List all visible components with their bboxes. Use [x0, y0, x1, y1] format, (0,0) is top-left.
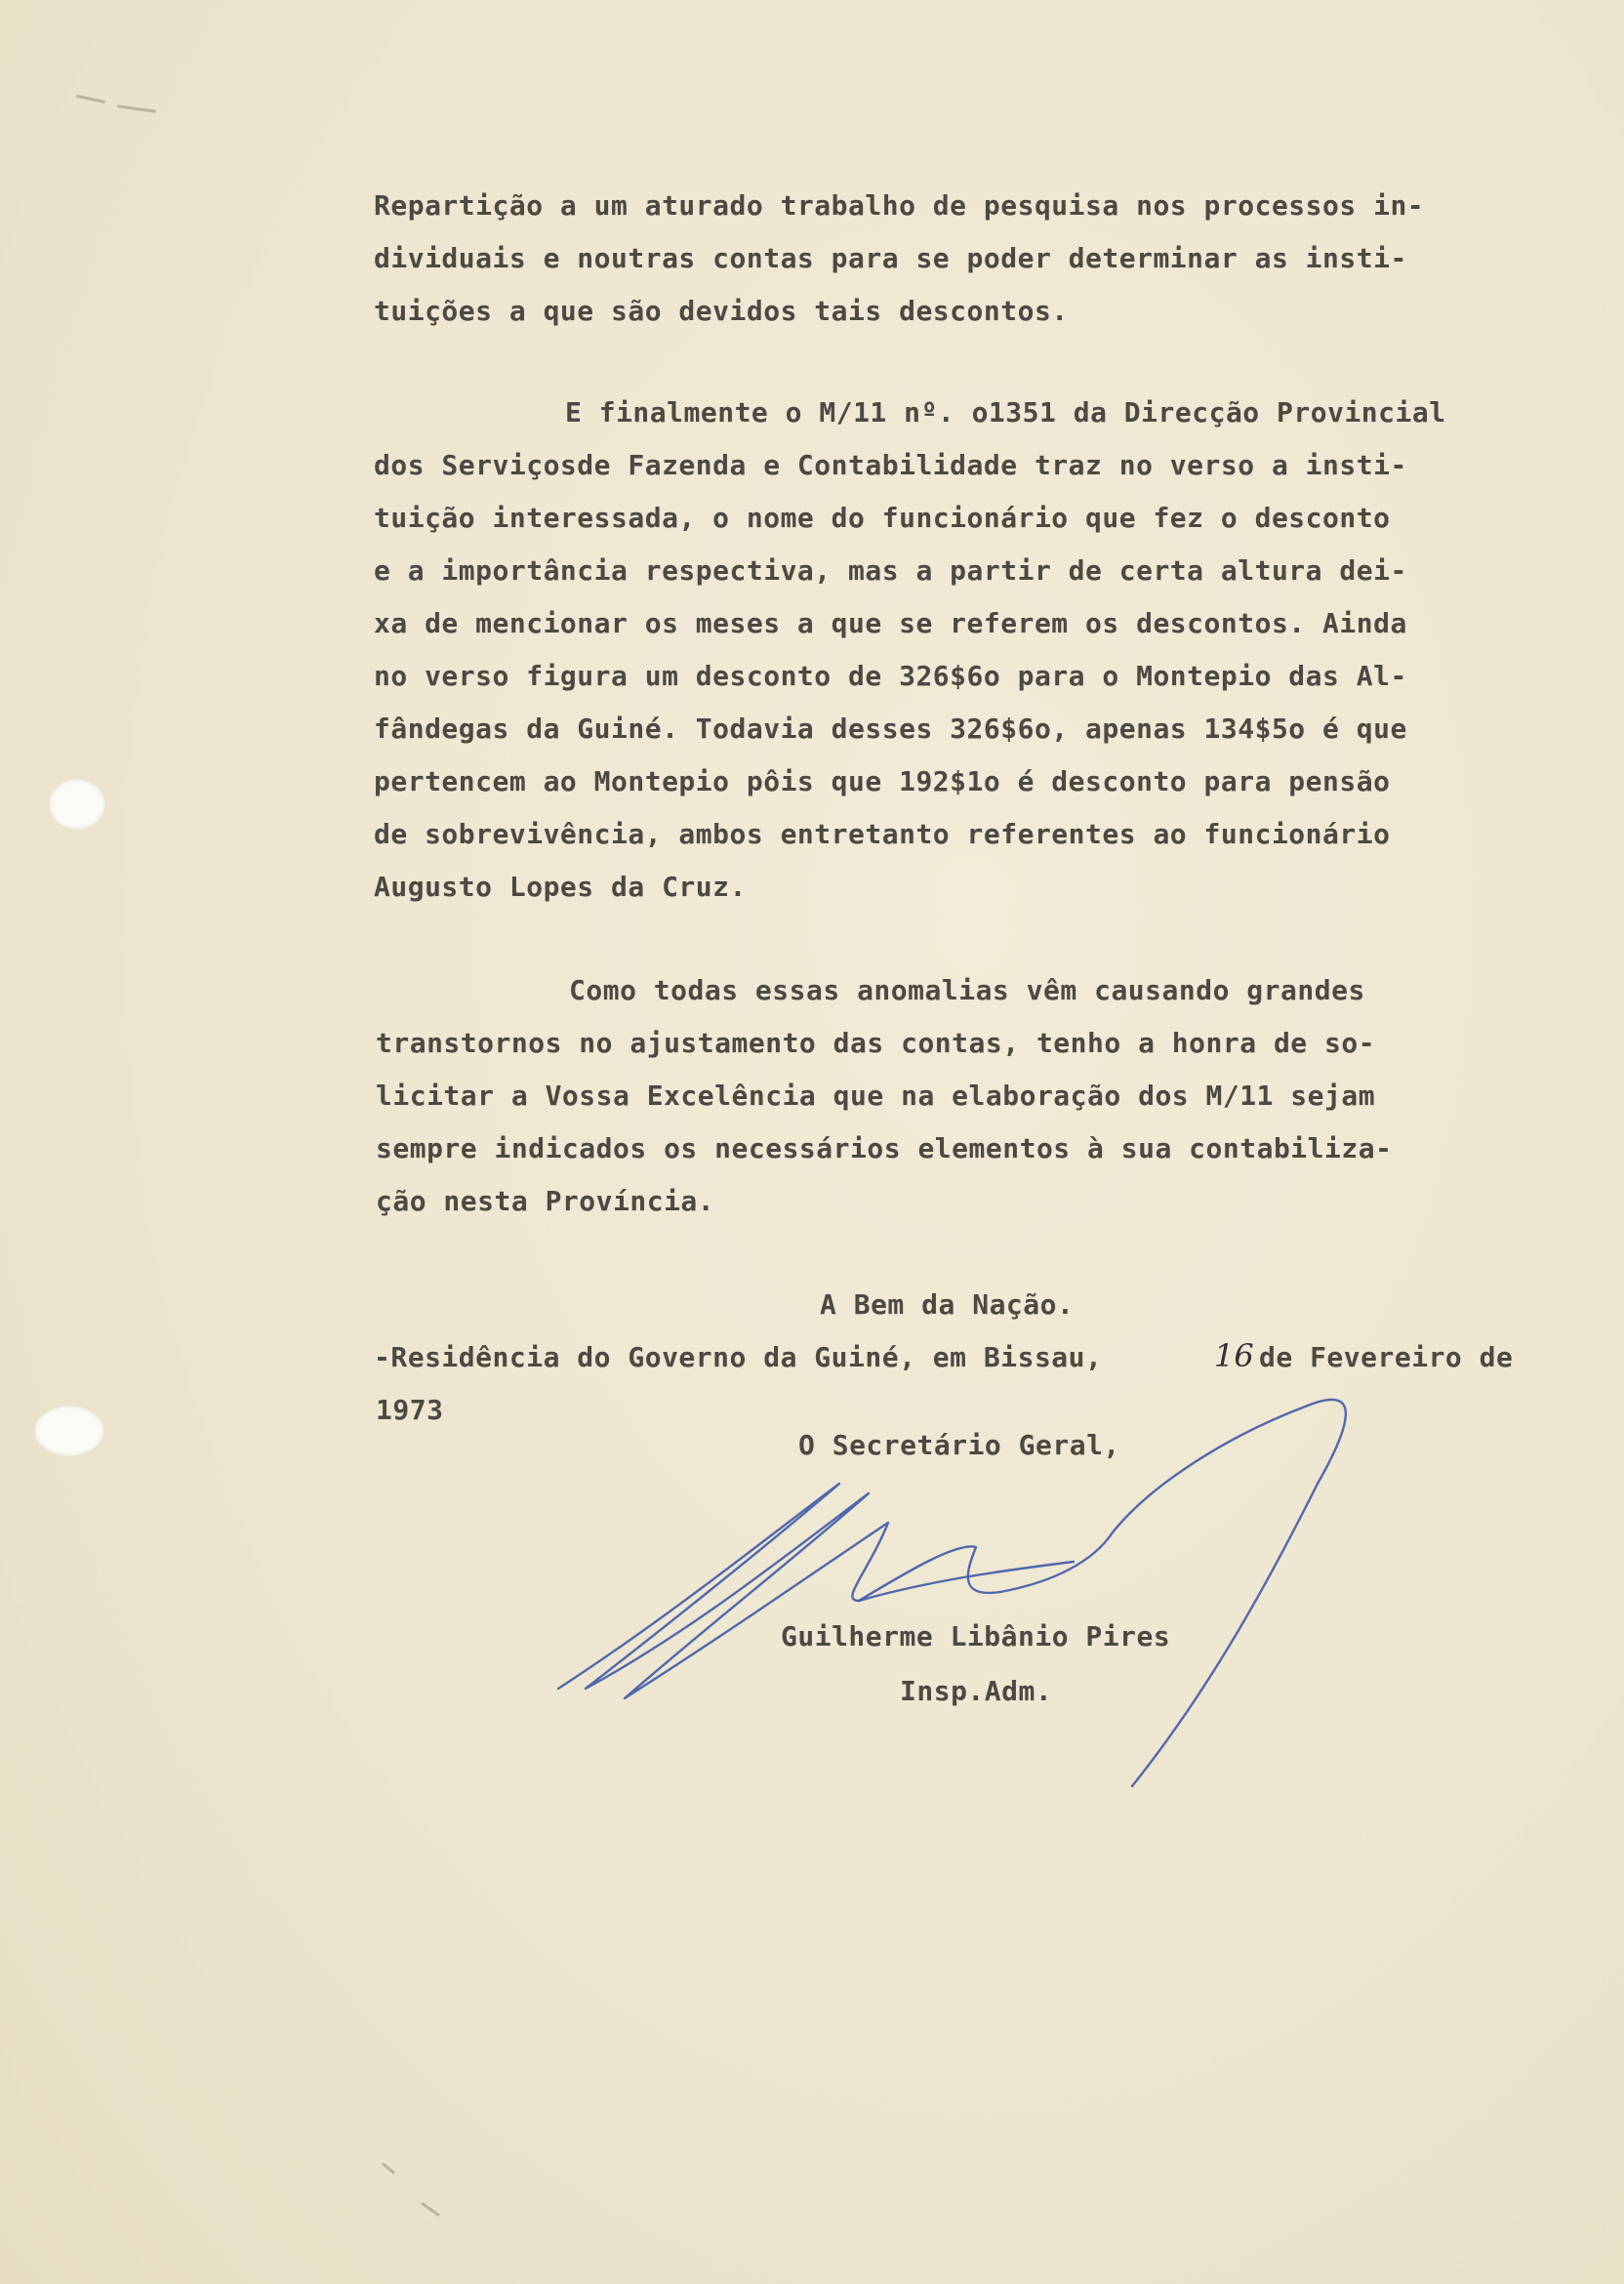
- paragraph1-line: dividuais e noutras contas para se poder determinar as insti-: [374, 242, 1407, 274]
- signatory-name: Guilherme Libânio Pires: [781, 1620, 1171, 1652]
- paragraph2-line: Augusto Lopes da Cruz.: [374, 871, 747, 903]
- date-year: 1973: [376, 1394, 444, 1426]
- paper-mark: [382, 2162, 395, 2175]
- paper-mark: [421, 2202, 440, 2217]
- place-date-suffix: de Fevereiro de: [1259, 1341, 1514, 1373]
- paragraph2-line: tuição interessada, o nome do funcionário que fez o desconto: [374, 502, 1391, 534]
- handwritten-day: 16: [1214, 1337, 1254, 1374]
- place-date-line: -Residência do Governo da Guiné, em Bissau,: [374, 1341, 1103, 1373]
- paragraph2-line: E finalmente o M/11 nº. o1351 da Direcção Provincial: [565, 396, 1446, 428]
- punch-hole: [49, 779, 105, 830]
- paragraph3-line: ção nesta Província.: [376, 1185, 715, 1217]
- paragraph3-line: sempre indicados os necessários elementos à sua contabiliza-: [376, 1132, 1393, 1164]
- paragraph2-line: dos Serviçosde Fazenda e Contabilidade traz no verso a insti-: [374, 449, 1407, 481]
- paragraph2-line: xa de mencionar os meses a que se referem os descontos. Ainda: [374, 607, 1407, 639]
- paper-mark: [117, 104, 156, 113]
- signatory-role: O Secretário Geral,: [798, 1429, 1120, 1461]
- paragraph3-line: Como todas essas anomalias vêm causando grandes: [569, 974, 1365, 1006]
- paragraph2-line: no verso figura um desconto de 326$6o para o Montepio das Al-: [374, 660, 1407, 692]
- paragraph2-line: de sobrevivência, ambos entretanto referentes ao funcionário: [374, 818, 1391, 850]
- paper-mark: [76, 95, 105, 103]
- punch-hole: [34, 1406, 104, 1456]
- paragraph2-line: e a importância respectiva, mas a partir de certa altura dei-: [374, 554, 1407, 587]
- signatory-title: Insp.Adm.: [900, 1675, 1053, 1707]
- salutation: A Bem da Nação.: [820, 1288, 1075, 1321]
- paragraph2-line: pertencem ao Montepio pôis que 192$1o é desconto para pensão: [374, 765, 1391, 797]
- paragraph2-line: fândegas da Guiné. Todavia desses 326$6o, apenas 134$5o é que: [374, 713, 1407, 745]
- paragraph1-line: Repartição a um aturado trabalho de pesquisa nos processos in-: [374, 189, 1425, 222]
- paragraph1-line: tuições a que são devidos tais descontos.: [374, 295, 1069, 327]
- paragraph3-line: transtornos no ajustamento das contas, tenho a honra de so-: [376, 1027, 1376, 1059]
- paragraph3-line: licitar a Vossa Excelência que na elaboração dos M/11 sejam: [376, 1080, 1376, 1112]
